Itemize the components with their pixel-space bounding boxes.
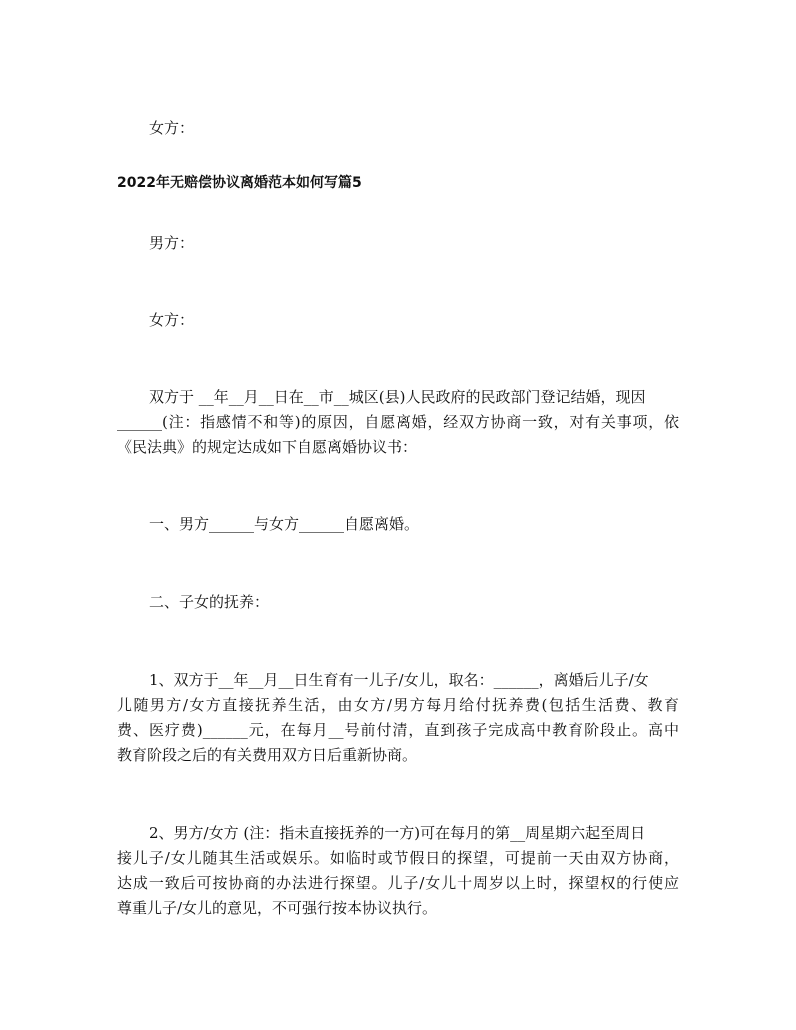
section-heading: 2022年无赔偿协议离婚范本如何写篇5	[117, 175, 362, 191]
label-male: 男方：	[149, 234, 195, 252]
item-1-divorce: 一、男方______与女方______自愿离婚。	[149, 515, 420, 533]
clause-2-line-2: 接儿子/女儿随其生活或娱乐。如临时或节假日的探望，可提前一天由双方协商，	[117, 849, 679, 867]
label-female-1: 女方：	[149, 119, 195, 137]
clause-1-line-2: 儿随男方/女方直接抚养生活，由女方/男方每月给付抚养费(包括生活费、教育	[117, 696, 679, 714]
clause-1-line-1: 1、双方于__年__月__日生育有一儿子/女儿，取名：______，离婚后儿子/女	[149, 671, 649, 689]
item-2-child-custody-heading: 二、子女的抚养：	[149, 593, 270, 611]
clause-2-line-4: 尊重儿子/女儿的意见，不可强行按本协议执行。	[117, 899, 438, 917]
clause-1-line-4: 教育阶段之后的有关费用双方日后重新协商。	[117, 746, 418, 764]
clause-2-line-1: 2、男方/女方 (注：指未直接抚养的一方)可在每月的第__周星期六起至周日	[149, 824, 646, 842]
intro-line-2: ______(注：指感情不和等)的原因，自愿离婚，经双方协商一致，对有关事项，依	[117, 413, 679, 431]
intro-line-3: 《民法典》的规定达成如下自愿离婚协议书：	[117, 438, 418, 456]
intro-line-1: 双方于 __年__月__日在__市__城区(县)人民政府的民政部门登记结婚，现因	[149, 388, 646, 406]
clause-2-line-3: 达成一致后可按协商的办法进行探望。儿子/女儿十周岁以上时，探望权的行使应	[117, 874, 679, 892]
clause-1-line-3: 费、医疗费)______元，在每月__号前付清，直到孩子完成高中教育阶段止。高中	[117, 721, 679, 739]
label-female-2: 女方：	[149, 311, 195, 329]
